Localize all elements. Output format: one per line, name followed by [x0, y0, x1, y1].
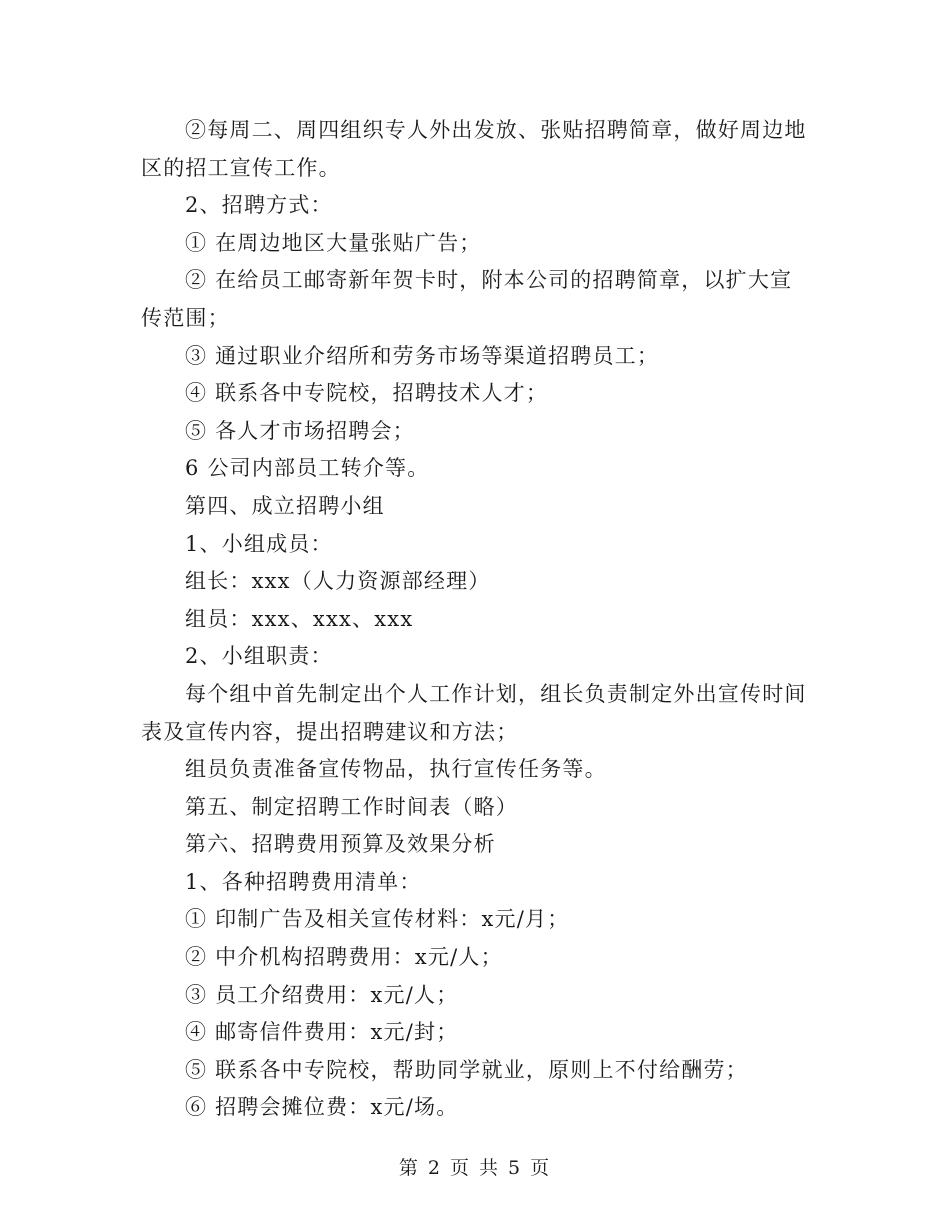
- list-item-cost-6: ⑥ 招聘会摊位费：x元/场。: [185, 1095, 459, 1120]
- list-item-method-6: 6 公司内部员工转介等。: [185, 456, 430, 481]
- list-item-method-3: ③ 通过职业介绍所和劳务市场等渠道招聘员工；: [185, 343, 660, 368]
- document-body: [141, 112, 811, 1127]
- list-item-cost-2: ② 中介机构招聘费用：x元/人；: [185, 945, 503, 970]
- subheading-cost-list: 1、各种招聘费用清单：: [185, 869, 422, 894]
- paragraph-group-plan: 每个组中首先制定出个人工作计划，组长负责制定外出宣传时间表及宣传内容，提出招聘建议和方法；: [141, 681, 807, 744]
- list-item-cost-1: ① 印制广告及相关宣传材料：x元/月；: [185, 907, 570, 932]
- text-group-members: 组员：xxx、xxx、xxx: [185, 606, 414, 631]
- section-heading-five: 第五、制定招聘工作时间表（略）: [185, 794, 518, 819]
- text-group-leader: 组长：xxx（人力资源部经理）: [185, 569, 491, 594]
- heading-recruitment-methods: 2、招聘方式：: [185, 193, 333, 218]
- list-item-method-1: ① 在周边地区大量张贴广告；: [185, 230, 482, 255]
- paragraph-weekly-distribution: ②每周二、周四组织专人外出发放、张贴招聘简章，做好周边地区的招工宣传工作。: [141, 118, 807, 180]
- subheading-group-duties: 2、小组职责：: [185, 644, 333, 669]
- list-item-cost-4: ④ 邮寄信件费用：x元/封；: [185, 1020, 459, 1045]
- section-heading-four: 第四、成立招聘小组: [185, 493, 385, 518]
- paragraph-member-duties: 组员负责准备宣传物品，执行宣传任务等。: [185, 757, 607, 782]
- page-number-footer: 第 2 页 共 5 页: [398, 1157, 552, 1179]
- section-heading-six: 第六、招聘费用预算及效果分析: [185, 832, 496, 857]
- list-item-cost-3: ③ 员工介绍费用：x元/人；: [185, 982, 459, 1007]
- list-item-method-4: ④ 联系各中专院校，招聘技术人才；: [185, 381, 549, 406]
- subheading-group-members: 1、小组成员：: [185, 531, 333, 556]
- list-item-cost-5: ⑤ 联系各中专院校，帮助同学就业，原则上不付给酬劳；: [185, 1057, 748, 1082]
- list-item-method-5: ⑤ 各人才市场招聘会；: [185, 418, 415, 443]
- list-item-method-2: ② 在给员工邮寄新年贺卡时，附本公司的招聘简章，以扩大宣传范围；: [141, 268, 793, 330]
